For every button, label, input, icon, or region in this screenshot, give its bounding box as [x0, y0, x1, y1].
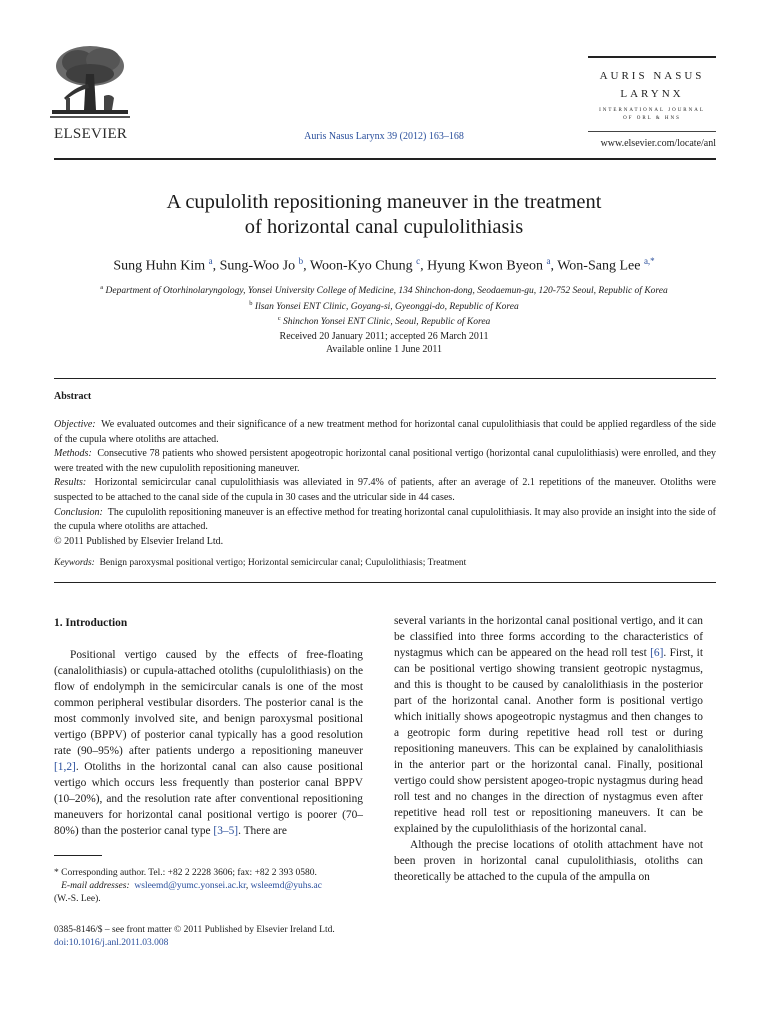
abstract-text: We evaluated outcomes and their significance of a new treatment method for horizontal canal cupulolithiasis that could be applied regardless of the side of the cupula where otoliths are attached.: [54, 419, 716, 445]
abstract-methods: [54, 447, 716, 476]
affiliation-text: Ilsan Yonsei ENT Clinic, Goyang-si, Gyeonggi-do, Republic of Korea: [254, 301, 519, 312]
author-name: Woon-Kyo Chung: [309, 258, 413, 274]
footnote-contact: * Corresponding author. Tel.: +82 2 2228 3606; fax: +82 2 393 0580.: [54, 868, 317, 878]
affiliation-text: Shinchon Yonsei ENT Clinic, Seoul, Republic of Korea: [282, 317, 491, 328]
body-column-right: [394, 613, 703, 885]
keywords-label: Keywords:: [54, 558, 95, 568]
issn-line: 0385-8146/$ – see front matter © 2011 Published by Elsevier Ireland Ltd.: [54, 925, 335, 935]
author-name: Sung-Woo Jo: [219, 258, 296, 274]
body-text: several variants in the horizontal canal positional vertigo, and it can be classified into three forms according to the characteristics of nystagmus which can be appeared on the head roll test: [394, 615, 703, 659]
abstract-rule-bottom: [54, 582, 716, 583]
body-text: . Otoliths in the horizontal canal can also cause positional vertigo which occurs less frequently than posterior canal BPPV (10–20%), and the resolution rate after conventional repositioning maneuvers for horizontal canal positional vertigo is poorer (70–80%) than the posterior canal type: [54, 761, 363, 837]
paper-title-line1: A cupulolith repositioning maneuver in the treatment: [166, 191, 602, 213]
body-paragraph: Although the precise locations of otolith attachment have not been proven in horizontal canal cupulolithiasis, otoliths can theoretically be attached to the cupula of the ampulla on: [394, 839, 703, 883]
abstract-label: Objective:: [54, 419, 96, 430]
citation-link[interactable]: [3–5]: [213, 825, 239, 837]
journal-url[interactable]: www.elsevier.com/locate/anl: [600, 138, 716, 149]
publisher-wordmark: ELSEVIER: [54, 126, 128, 142]
abstract-results: [54, 476, 716, 505]
body-paragraph: [394, 613, 703, 837]
abstract-label: Conclusion:: [54, 506, 103, 518]
section-heading: 1. Introduction: [54, 617, 128, 629]
paper-title: [0, 190, 768, 240]
author-name: Sung Huhn Kim: [113, 258, 206, 274]
journal-logo-bottom-rule: [588, 131, 716, 132]
citation-link[interactable]: [1,2]: [54, 761, 76, 773]
affiliations: [0, 282, 768, 329]
journal-logo-block: [588, 56, 716, 149]
email-label: E-mail addresses:: [61, 881, 130, 891]
affiliation-item: [0, 313, 768, 329]
keywords: [54, 558, 716, 568]
abstract-label: Methods:: [54, 448, 92, 460]
affiliation-mark: a: [100, 284, 104, 291]
abstract-conclusion: [54, 506, 716, 535]
author-name: Won-Sang Lee: [557, 258, 641, 274]
affiliation-text: Department of Otorhinolaryngology, Yonsei University College of Medicine, 134 Shinchon-dong, Seodaemun-gu, 120-752 Seoul, Republic of Korea: [105, 286, 668, 297]
journal-citation[interactable]: Auris Nasus Larynx 39 (2012) 163–168: [304, 131, 464, 142]
footnote-author: (W.-S. Lee).: [54, 894, 101, 904]
abstract-heading: Abstract: [54, 391, 92, 402]
journal-logo-name-line2: LARYNX: [620, 88, 684, 100]
journal-logo-subtitle-line2: OF ORL & HNS: [623, 116, 681, 121]
author-affiliation-mark[interactable]: b: [298, 256, 304, 266]
author-affiliation-mark[interactable]: a: [208, 256, 213, 266]
body-text: . First, it can be positional vertigo showing transient geotropic nystagmus, and this is thought to be caused by canalolithiasis in the posterior part of the horizontal canal. Another form is positional vertigo which initially shows apogeotropic nystagmus and then changes to a geotropic form during repetitive head roll test or during repositioning maneuvers. This can be explained by canalolithiasis in the anterior part or the horizontal canal. Finally, positional vertigo could show persistent apogeo-tropic nystagmus during head roll test and no changes in the direction of nystagmus even after repetitive head roll test or repositioning maneuvers. It can be explained by the cupulolithiasis of the horizontal canal.: [394, 647, 703, 835]
affiliation-mark: c: [277, 315, 281, 323]
body-paragraph: [54, 647, 363, 839]
abstract-text: Consecutive 78 patients who showed persistent apogeotropic horizontal canal positional vertigo (horizontal canal cupulolithiasis) were enrolled, and they were treated with the new cupulolith repositioning maneuver.: [54, 448, 717, 474]
journal-logo-subtitle-line1: INTERNATIONAL JOURNAL: [599, 108, 705, 113]
paper-title-line2: of horizontal canal cupulolithiasis: [244, 216, 524, 238]
abstract-rule-top: [54, 378, 716, 379]
abstract-text: The cupulolith repositioning maneuver is an effective method for treating horizontal canal cupulolithiasis. It may also provide an insight into the side of the cupula where otoliths are attached.: [54, 506, 716, 533]
affiliation-item: [0, 282, 768, 298]
author-affiliation-mark[interactable]: a,*: [643, 256, 655, 266]
journal-logo-rule: [588, 56, 716, 58]
abstract-text: Horizontal semicircular canal cupulolithiasis was alleviated in 97.4% of patients, after an average of 2.1 repetitions of the maneuver. Otoliths were suspected to be attached to the canal side of the cupula in 30 cases and the utricular side in 44 cases.: [54, 477, 716, 503]
author-name: Hyung Kwon Byeon: [427, 258, 543, 274]
author-list: Sung Huhn Kim $^a$, Sung-Woo Jo $^b$, Woon-Kyo Chung $^c$, Hyung Kwon Byeon $^a$, Won-Sang Lee $^{a,*}$: [113, 256, 655, 274]
received-accepted-date: Received 20 January 2011; accepted 26 March 2011: [279, 331, 489, 342]
doi-link[interactable]: doi:10.1016/j.anl.2011.03.008: [54, 938, 169, 948]
author-affiliation-mark[interactable]: a: [546, 256, 551, 266]
affiliation-mark: b: [249, 299, 253, 307]
footnote-emails: E-mail addresses: wsleemd@yumc.yonsei.ac.kr, wsleemd@yuhs.ac: [61, 881, 322, 891]
email-link[interactable]: wsleemd@yuhs.ac: [250, 881, 322, 891]
body-text: Positional vertigo caused by the effects of free-floating (canalolithiasis) or cupula-attached otoliths (cupulolithiasis) on the flow of endolymph in the semicircular canals is one of the most common peripheral vestibular disorders. The posterior canal is the most commonly involved site, and benign paroxysmal positional vertigo (BPPV) of posterior canal typically has a good resolution rate (90–95%) after patients undergo a repositioning maneuver: [54, 649, 363, 757]
body-text: . There are: [238, 825, 287, 837]
author-affiliation-mark[interactable]: c: [416, 256, 421, 266]
affiliation-item: [0, 298, 768, 314]
abstract-objective: [54, 418, 716, 447]
abstract-copyright: © 2011 Published by Elsevier Ireland Ltd.: [54, 535, 224, 547]
corresponding-author-footnote: [54, 867, 374, 906]
issn-doi-block: [54, 924, 414, 950]
abstract-label: Results:: [54, 477, 87, 489]
header-rule: [54, 158, 716, 160]
journal-logo-name-line1: AURIS NASUS: [599, 70, 705, 82]
citation-link[interactable]: [6]: [650, 647, 664, 659]
elsevier-tree-logo: [48, 40, 132, 124]
available-online-date: Available online 1 June 2011: [325, 344, 443, 355]
footnote-rule: [54, 855, 102, 856]
body-column-left: [54, 615, 363, 839]
article-dates: [0, 330, 768, 356]
keywords-text: Benign paroxysmal positional vertigo; Horizontal semicircular canal; Cupulolithiasis; Treatment: [99, 558, 467, 568]
abstract-body: [54, 418, 716, 549]
email-link[interactable]: wsleemd@yumc.yonsei.ac.kr: [134, 881, 246, 891]
